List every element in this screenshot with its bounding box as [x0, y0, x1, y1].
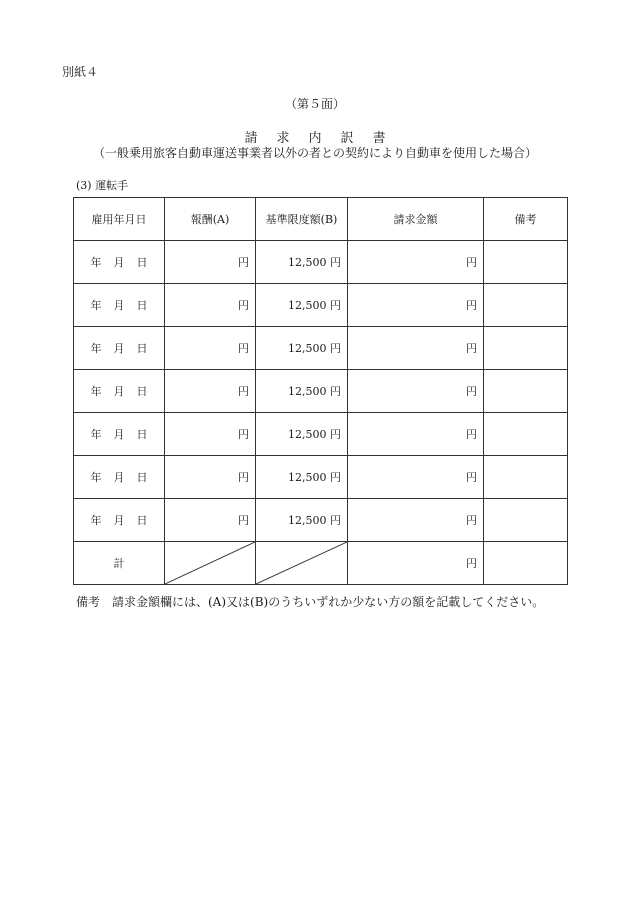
remarks-field[interactable] [484, 241, 568, 284]
reward-field[interactable]: 円 [165, 327, 256, 370]
limit-value: 12,500 円 [256, 413, 348, 456]
remarks-field[interactable] [484, 327, 568, 370]
table-row [74, 284, 568, 327]
month-label: 月 [113, 385, 125, 398]
table-row [74, 499, 568, 542]
total-reward-slashed [165, 542, 256, 585]
breakdown-table [73, 197, 568, 585]
year-label: 年 [90, 342, 102, 355]
employment-date-field[interactable] [74, 284, 165, 327]
remarks-field[interactable] [484, 413, 568, 456]
remarks-field[interactable] [484, 284, 568, 327]
year-label: 年 [90, 471, 102, 484]
diagonal-slash [165, 542, 255, 584]
total-remarks[interactable] [484, 542, 568, 585]
table-row [74, 327, 568, 370]
reward-field[interactable]: 円 [165, 241, 256, 284]
employment-date-field[interactable] [74, 327, 165, 370]
column-header-amount: 請求金額 [348, 198, 484, 241]
day-label: 日 [136, 299, 148, 312]
amount-field[interactable]: 円 [348, 241, 484, 284]
column-header-remarks: 備考 [484, 198, 568, 241]
month-label: 月 [113, 342, 125, 355]
reward-field[interactable]: 円 [165, 284, 256, 327]
amount-field[interactable]: 円 [348, 499, 484, 542]
year-label: 年 [90, 385, 102, 398]
employment-date-field[interactable] [74, 499, 165, 542]
amount-field[interactable]: 円 [348, 413, 484, 456]
day-label: 日 [136, 514, 148, 527]
limit-value: 12,500 円 [256, 456, 348, 499]
total-label: 計 [74, 542, 165, 585]
reward-field[interactable]: 円 [165, 499, 256, 542]
month-label: 月 [113, 471, 125, 484]
column-header-employment-date: 雇用年月日 [74, 198, 165, 241]
amount-field[interactable]: 円 [348, 284, 484, 327]
limit-value: 12,500 円 [256, 327, 348, 370]
reward-field[interactable]: 円 [165, 370, 256, 413]
total-limit-slashed [256, 542, 348, 585]
month-label: 月 [113, 428, 125, 441]
month-label: 月 [113, 514, 125, 527]
year-label: 年 [90, 514, 102, 527]
footnote: 備考 請求金額欄には、(A)又は(B)のうちいずれか少ない方の額を記載してください。 [76, 595, 545, 609]
table-row [74, 456, 568, 499]
page-number: （第５面） [284, 97, 345, 111]
total-amount[interactable]: 円 [348, 542, 484, 585]
table-row [74, 370, 568, 413]
employment-date-field[interactable] [74, 370, 165, 413]
month-label: 月 [113, 256, 125, 269]
remarks-field[interactable] [484, 370, 568, 413]
section-label: (3) 運転手 [76, 179, 129, 192]
amount-field[interactable]: 円 [348, 327, 484, 370]
table-header-row [74, 198, 568, 241]
document-subtitle: （一般乗用旅客自動車運送事業者以外の者との契約により自動車を使用した場合） [92, 146, 537, 160]
day-label: 日 [136, 428, 148, 441]
employment-date-field[interactable] [74, 413, 165, 456]
year-label: 年 [90, 256, 102, 269]
employment-date-field[interactable] [74, 456, 165, 499]
limit-value: 12,500 円 [256, 370, 348, 413]
column-header-limit: 基準限度額(B) [256, 198, 348, 241]
year-label: 年 [90, 428, 102, 441]
day-label: 日 [136, 385, 148, 398]
limit-value: 12,500 円 [256, 499, 348, 542]
reward-field[interactable]: 円 [165, 456, 256, 499]
table-row [74, 413, 568, 456]
year-label: 年 [90, 299, 102, 312]
amount-field[interactable]: 円 [348, 370, 484, 413]
day-label: 日 [136, 256, 148, 269]
document-title: 請求内訳書 [244, 131, 405, 146]
limit-value: 12,500 円 [256, 241, 348, 284]
employment-date-field[interactable] [74, 241, 165, 284]
month-label: 月 [113, 299, 125, 312]
reward-field[interactable]: 円 [165, 413, 256, 456]
table-row [74, 241, 568, 284]
remarks-field[interactable] [484, 456, 568, 499]
total-row [74, 542, 568, 585]
diagonal-slash [256, 542, 347, 584]
amount-field[interactable]: 円 [348, 456, 484, 499]
attachment-label: 別紙４ [62, 65, 99, 79]
remarks-field[interactable] [484, 499, 568, 542]
limit-value: 12,500 円 [256, 284, 348, 327]
day-label: 日 [136, 471, 148, 484]
day-label: 日 [136, 342, 148, 355]
column-header-reward: 報酬(A) [165, 198, 256, 241]
